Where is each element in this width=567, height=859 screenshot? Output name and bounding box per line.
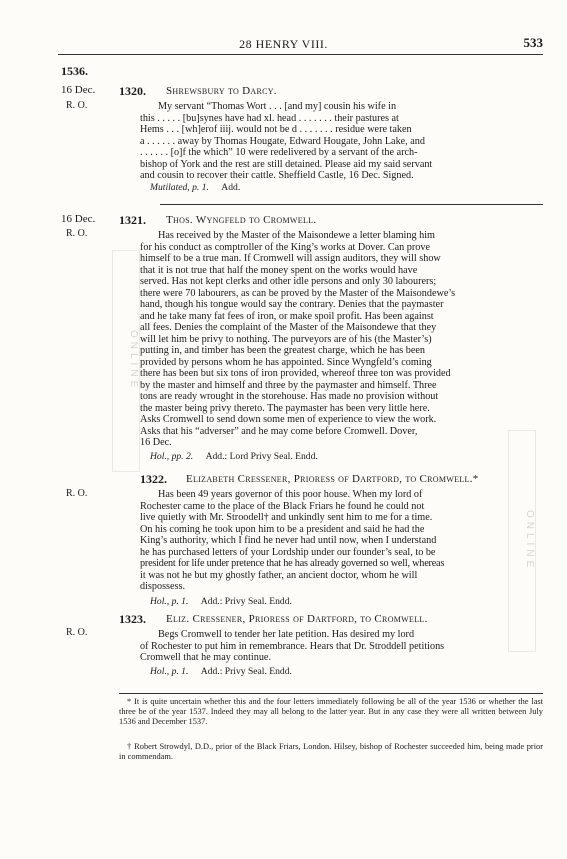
entry-body <box>140 101 543 182</box>
body-line: will let him be privy to nothing. The purveyors are of his (the Master’s) <box>140 333 432 345</box>
body-line: a . . . . . . away by Thomas Hougate, Edward Hougate, John Lake, and <box>140 135 425 147</box>
body-line: 16 Dec. <box>140 437 172 448</box>
body-line: by the master and himself and three by the paymaster and himself. Three <box>140 379 437 391</box>
entry-note <box>150 596 292 607</box>
entry-note <box>150 182 240 193</box>
footnote: * It is quite uncertain whether this and the four letters immediately following be all of the year 1536 or whether the last three be of the year 1537. Indeed they may all belong to the latter year. But in any case they were all written between July 1536 and December 1537. <box>119 697 543 726</box>
body-line: Cromwell that he may continue. <box>140 652 271 663</box>
body-line: My servant “Thomas Wort . . . [and my] cousin his wife in <box>158 101 397 112</box>
body-line: On his coming he took upon him to be a president and said he had the <box>140 523 425 535</box>
description-note: Mutilated, p. 1. <box>150 182 209 193</box>
body-line: of Rochester to put him in remembrance. Hears that Dr. Stroddell petitions <box>140 640 445 652</box>
entry-body <box>140 230 543 449</box>
body-line: served. Has not kept clerks and other idle persons and only 30 labourers; <box>140 276 437 287</box>
description-note: Hol., p. 1. <box>150 596 189 607</box>
body-line: and he take many fat fees of iron, or make spoil profit. Has been against <box>140 310 434 322</box>
entry-date: 16 Dec. <box>61 84 96 96</box>
entry-note <box>150 666 292 677</box>
body-line: president for life under pretence that he has already governed so well, whereas <box>140 558 445 569</box>
entry-body <box>140 489 543 593</box>
footnote-rule <box>119 693 543 694</box>
body-line: Asks Cromwell to send down some men of experience to view the work. <box>140 414 437 425</box>
body-line: Asks that his “adverser” and he may come before Cromwell. Dover, <box>140 425 418 437</box>
body-line: bishop of York and the rest are still detained. Please aid my said servant <box>140 158 433 170</box>
description-note: Hol., pp. 2. <box>150 451 194 462</box>
entry-number: 1323. <box>119 612 146 626</box>
entry-number: 1320. <box>119 84 146 98</box>
body-line: for his conduct as comptroller of the King’s works at Dover. Can prove <box>140 241 430 253</box>
header-rule <box>58 54 543 55</box>
body-line: live quietly with Mr. Stroodell† and unkindly sent him to me for a time. <box>140 512 433 523</box>
body-line: hand, though his tongue would say the contrary. Denies that the paymaster <box>140 299 444 310</box>
body-line: this . . . . . [bu]synes have had xl. head . . . . . . . their pastures at <box>140 112 399 124</box>
body-line: Begs Cromwell to tender her late petition. Has desired my lord <box>158 629 415 640</box>
running-title: 28 HENRY VIII. <box>239 37 328 51</box>
entry-date: 16 Dec. <box>61 213 96 225</box>
entry-heading: Elizabeth Cressener, Prioress of Dartford, to Cromwell.* <box>186 473 479 485</box>
body-line: Has been 49 years governor of this poor house. When my lord of <box>158 489 423 500</box>
body-line: Has received by the Master of the Maisondewe a letter blaming him <box>158 230 435 241</box>
entry-heading: Eliz. Cressener, Prioress of Dartford, to Cromwell. <box>166 613 428 625</box>
entry-ref: R. O. <box>66 100 88 111</box>
entry-number: 1322. <box>140 472 167 486</box>
body-line: that it is not true that half the money spent on the works would have <box>140 264 418 276</box>
address-note: Add.: Lord Privy Seal. Endd. <box>205 451 318 462</box>
body-line: the master being privy thereto. The paymaster has been very little here. <box>140 402 430 414</box>
body-line: dispossess. <box>140 581 186 592</box>
entry-body <box>140 629 543 664</box>
watermark-right: ONLINE <box>508 430 536 652</box>
body-line: provided by persons whom he has appointed. Since Wyngfeld’s coming <box>140 356 432 368</box>
body-line: King’s authority, which I find he never had until now, when I understand <box>140 535 437 546</box>
description-note: Hol., p. 1. <box>150 666 189 677</box>
body-line: Hems . . . [wh]erof iiij. would not be d . . . . . . . residue were taken <box>140 124 412 135</box>
body-line: tons are ready wrought in the storehouse. Has made no provision without <box>140 391 439 402</box>
body-line: it was not he but my ghostly father, an ancient doctor, whom he will <box>140 569 418 581</box>
entry-heading: Shrewsbury to Darcy. <box>166 85 277 97</box>
watermark-left: ONLINE <box>112 250 140 472</box>
year-marker: 1536. <box>61 64 88 78</box>
entry-heading: Thos. Wyngfeld to Cromwell. <box>166 214 317 226</box>
body-line: Rochester came to the place of the Black Friars he found he could not <box>140 500 425 512</box>
body-line: . . . . . . [o]f the which” 10 were redelivered by a servant of the arch- <box>140 147 418 158</box>
entry-number: 1321. <box>119 213 146 227</box>
body-line: and cousin to recover their cattle. Sheffield Castle, 16 Dec. Signed. <box>140 170 414 181</box>
address-note: Add. <box>221 182 241 193</box>
page-number: 533 <box>523 35 543 50</box>
body-line: there has been but six tons of iron provided, whereof three ton was provided <box>140 368 451 379</box>
address-note: Add.: Privy Seal. Endd. <box>200 596 292 607</box>
entry-ref: R. O. <box>66 488 88 499</box>
address-note: Add.: Privy Seal. Endd. <box>200 666 292 677</box>
body-line: putting in, and timber has been the greatest charge, which he has been <box>140 345 425 356</box>
entry-ref: R. O. <box>66 228 88 239</box>
body-line: he has purchased letters of your Lordship under our founder’s seal, to be <box>140 546 436 558</box>
footnote: † Robert Strowdyl, D.D., prior of the Black Friars, London. Hilsey, bishop of Rochester succeeded him, being made prior in commendam. <box>119 742 543 761</box>
body-line: all fees. Denies the complaint of the Master of the Maisondewe that they <box>140 322 437 333</box>
entry-note <box>150 451 318 462</box>
entry-ref: R. O. <box>66 627 88 638</box>
entry-separator <box>160 204 543 205</box>
body-line: himself to be a true man. If Cromwell will assign auditors, they will show <box>140 253 441 264</box>
body-line: there were 70 labourers, as can be proved by the Master of the Maisondewe’s <box>140 287 456 299</box>
